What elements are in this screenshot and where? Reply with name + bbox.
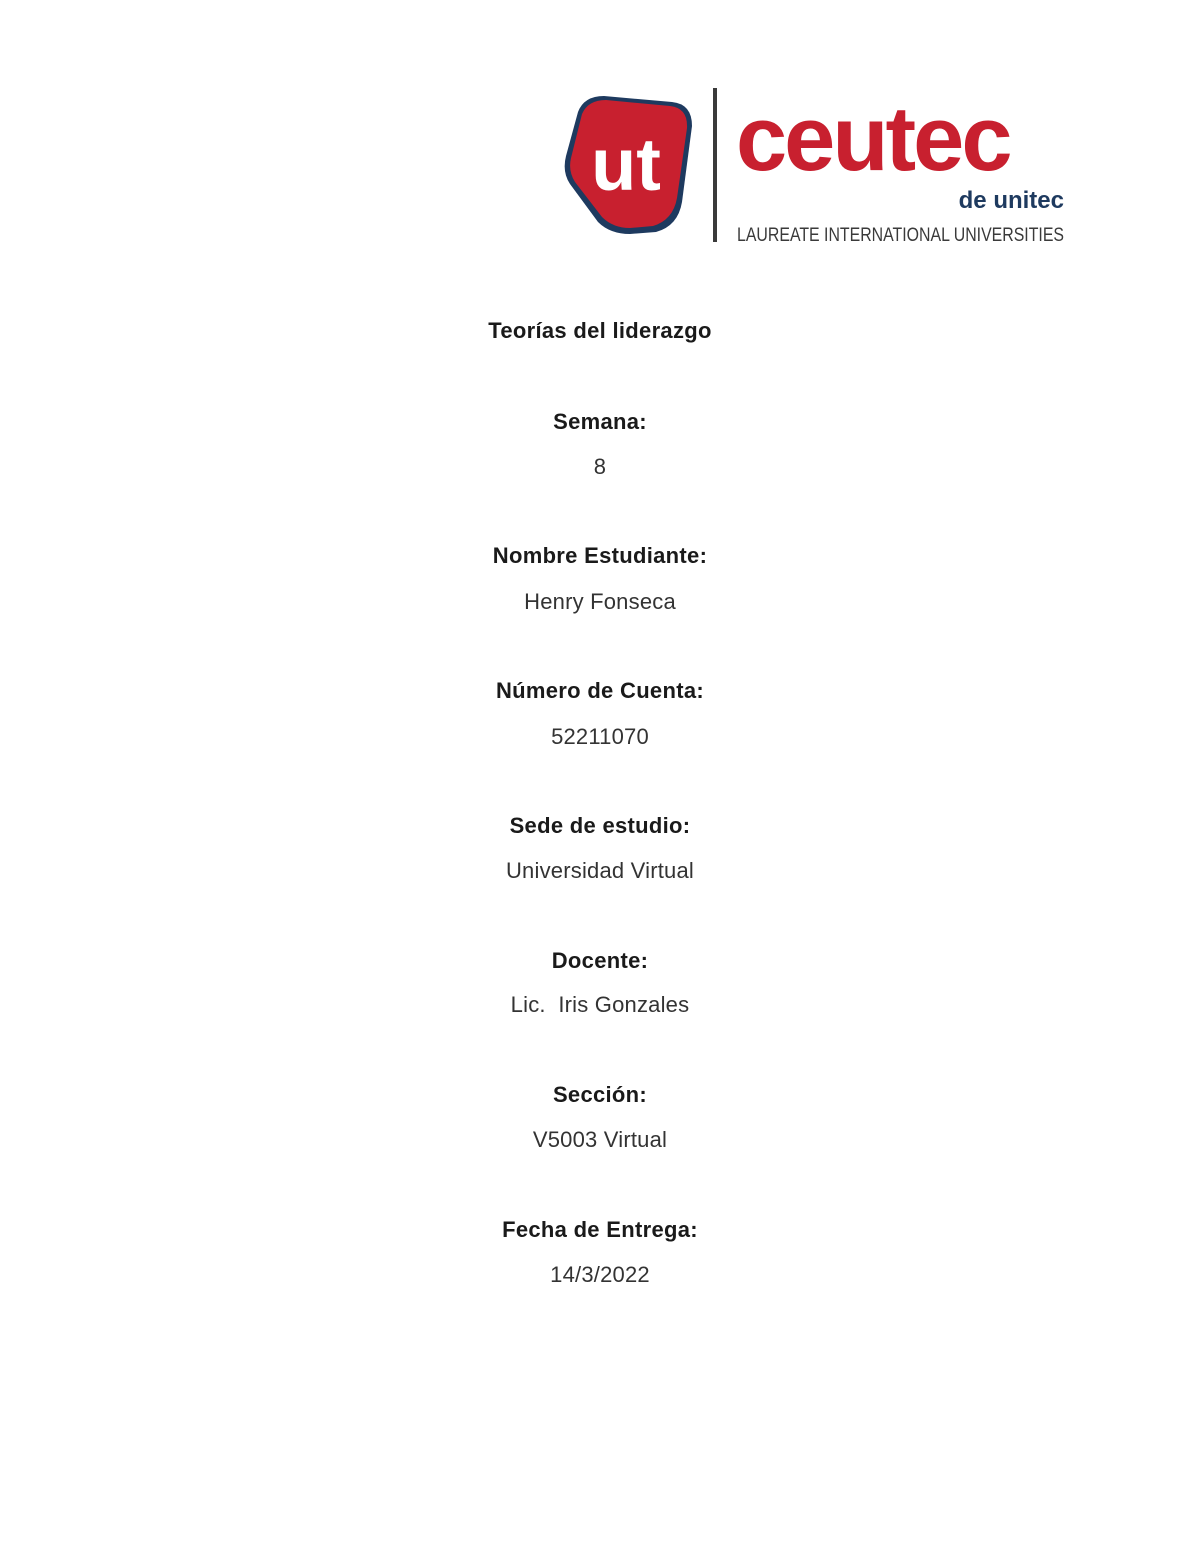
field-value: 52211070	[551, 724, 649, 749]
field-value: 14/3/2022	[550, 1262, 650, 1287]
field-value: V5003 Virtual	[532, 1127, 668, 1152]
logo-subtitle: de unitec	[958, 187, 1064, 214]
logo-wordmark: ceutec	[736, 88, 1010, 190]
field-label: Sede de estudio:	[509, 813, 691, 838]
field-label: Semana:	[553, 409, 647, 434]
field-label: Número de Cuenta:	[495, 678, 704, 703]
field-value: Lic. Iris Gonzales	[510, 992, 690, 1017]
field-value: 8	[593, 454, 607, 479]
field-label: Fecha de Entrega:	[502, 1217, 698, 1242]
ceutec-logo	[560, 84, 1070, 246]
field-label: Sección:	[552, 1082, 648, 1107]
ut-emblem-icon	[565, 96, 692, 234]
field-value: Universidad Virtual	[505, 858, 695, 883]
field-label: Nombre Estudiante:	[492, 543, 708, 568]
logo-divider	[713, 88, 717, 242]
field-label: Docente:	[551, 948, 649, 973]
document-title: Teorías del liderazgo	[488, 318, 712, 343]
logo-tagline: LAUREATE INTERNATIONAL UNIVERSITIES	[737, 225, 1064, 246]
svg-text:ut: ut	[591, 123, 661, 206]
field-value: Henry Fonseca	[524, 589, 676, 614]
